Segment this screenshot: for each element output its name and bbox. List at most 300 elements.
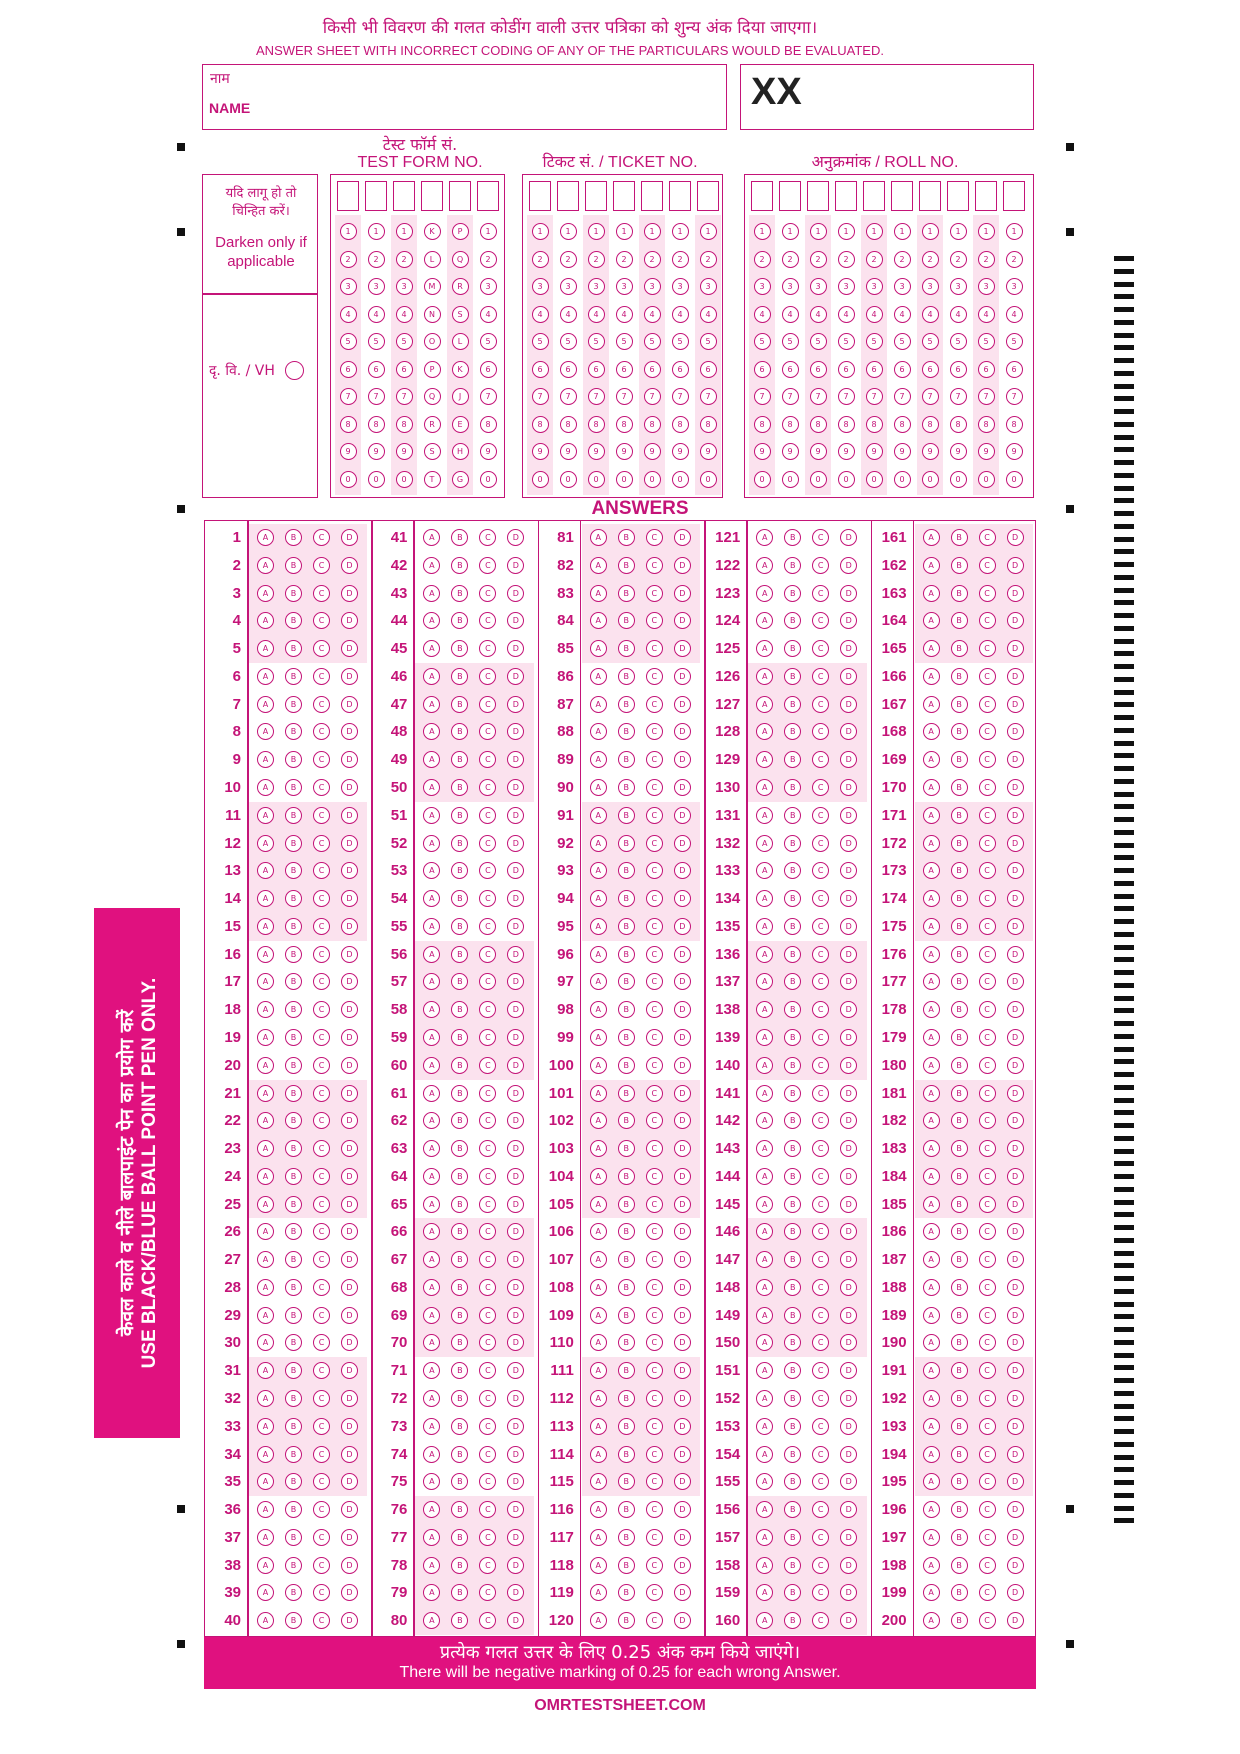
- answer-bubble[interactable]: B: [285, 1557, 302, 1574]
- code-bubble[interactable]: 8: [782, 416, 799, 433]
- answer-bubble[interactable]: A: [756, 1001, 773, 1018]
- answer-bubble[interactable]: B: [618, 585, 635, 602]
- code-bubble[interactable]: 3: [368, 278, 385, 295]
- code-bubble[interactable]: 9: [340, 443, 357, 460]
- code-bubble[interactable]: 3: [978, 278, 995, 295]
- code-bubble[interactable]: 8: [810, 416, 827, 433]
- answer-bubble[interactable]: B: [285, 1029, 302, 1046]
- answer-bubble[interactable]: A: [423, 1584, 440, 1601]
- answer-bubble[interactable]: C: [646, 585, 663, 602]
- code-bubble[interactable]: S: [424, 443, 441, 460]
- answer-bubble[interactable]: A: [257, 668, 274, 685]
- answer-bubble[interactable]: B: [618, 1418, 635, 1435]
- answer-bubble[interactable]: A: [756, 1529, 773, 1546]
- code-bubble[interactable]: 7: [950, 388, 967, 405]
- code-bubble[interactable]: K: [424, 223, 441, 240]
- answer-bubble[interactable]: B: [285, 918, 302, 935]
- answer-bubble[interactable]: A: [590, 1057, 607, 1074]
- answer-bubble[interactable]: D: [507, 696, 524, 713]
- answer-bubble[interactable]: D: [840, 1279, 857, 1296]
- code-bubble[interactable]: 5: [922, 333, 939, 350]
- code-entry-box[interactable]: [365, 181, 387, 211]
- code-bubble[interactable]: 6: [560, 361, 577, 378]
- answer-bubble[interactable]: C: [646, 751, 663, 768]
- answer-bubble[interactable]: A: [590, 1584, 607, 1601]
- answer-bubble[interactable]: B: [618, 973, 635, 990]
- code-bubble[interactable]: 0: [396, 471, 413, 488]
- answer-bubble[interactable]: A: [590, 1612, 607, 1629]
- answer-bubble[interactable]: C: [646, 1085, 663, 1102]
- code-bubble[interactable]: 5: [644, 333, 661, 350]
- code-bubble[interactable]: 9: [922, 443, 939, 460]
- code-bubble[interactable]: 1: [978, 223, 995, 240]
- answer-bubble[interactable]: A: [257, 529, 274, 546]
- answer-bubble[interactable]: C: [979, 529, 996, 546]
- code-bubble[interactable]: 6: [1006, 361, 1023, 378]
- answer-bubble[interactable]: A: [423, 890, 440, 907]
- answer-bubble[interactable]: C: [812, 696, 829, 713]
- answer-bubble[interactable]: A: [923, 529, 940, 546]
- answer-bubble[interactable]: A: [423, 779, 440, 796]
- answer-bubble[interactable]: B: [285, 640, 302, 657]
- answer-bubble[interactable]: D: [674, 751, 691, 768]
- answer-bubble[interactable]: B: [451, 1418, 468, 1435]
- answer-bubble[interactable]: B: [285, 1446, 302, 1463]
- answer-bubble[interactable]: A: [257, 1473, 274, 1490]
- answer-bubble[interactable]: D: [341, 1112, 358, 1129]
- answer-bubble[interactable]: C: [646, 1473, 663, 1490]
- answer-bubble[interactable]: A: [756, 668, 773, 685]
- answer-bubble[interactable]: D: [1007, 1473, 1024, 1490]
- answer-bubble[interactable]: D: [674, 973, 691, 990]
- answer-bubble[interactable]: D: [507, 1501, 524, 1518]
- answer-bubble[interactable]: A: [756, 973, 773, 990]
- answer-bubble[interactable]: C: [313, 612, 330, 629]
- code-bubble[interactable]: 4: [616, 306, 633, 323]
- code-bubble[interactable]: 3: [560, 278, 577, 295]
- answer-bubble[interactable]: B: [951, 1612, 968, 1629]
- code-bubble[interactable]: 2: [700, 251, 717, 268]
- answer-bubble[interactable]: C: [313, 890, 330, 907]
- code-bubble[interactable]: P: [452, 223, 469, 240]
- code-bubble[interactable]: 6: [866, 361, 883, 378]
- answer-bubble[interactable]: D: [341, 1168, 358, 1185]
- code-bubble[interactable]: 6: [368, 361, 385, 378]
- code-bubble[interactable]: 5: [978, 333, 995, 350]
- answer-bubble[interactable]: A: [590, 1223, 607, 1240]
- answer-bubble[interactable]: A: [590, 1085, 607, 1102]
- answer-bubble[interactable]: C: [646, 1279, 663, 1296]
- answer-bubble[interactable]: D: [840, 1196, 857, 1213]
- code-bubble[interactable]: 8: [922, 416, 939, 433]
- answer-bubble[interactable]: D: [1007, 529, 1024, 546]
- answer-bubble[interactable]: D: [507, 890, 524, 907]
- answer-bubble[interactable]: A: [423, 946, 440, 963]
- answer-bubble[interactable]: B: [618, 1251, 635, 1268]
- answer-bubble[interactable]: A: [257, 1334, 274, 1351]
- answer-bubble[interactable]: D: [341, 1279, 358, 1296]
- answer-bubble[interactable]: A: [756, 1390, 773, 1407]
- answer-bubble[interactable]: C: [979, 1001, 996, 1018]
- answer-bubble[interactable]: D: [341, 807, 358, 824]
- answer-bubble[interactable]: A: [257, 751, 274, 768]
- answer-bubble[interactable]: A: [423, 1529, 440, 1546]
- answer-bubble[interactable]: D: [1007, 1501, 1024, 1518]
- answer-bubble[interactable]: A: [423, 918, 440, 935]
- answer-bubble[interactable]: A: [923, 585, 940, 602]
- answer-bubble[interactable]: D: [1007, 1029, 1024, 1046]
- answer-bubble[interactable]: C: [313, 668, 330, 685]
- answer-bubble[interactable]: C: [313, 585, 330, 602]
- answer-bubble[interactable]: A: [423, 1418, 440, 1435]
- answer-bubble[interactable]: A: [923, 696, 940, 713]
- answer-bubble[interactable]: A: [923, 1446, 940, 1463]
- answer-bubble[interactable]: A: [257, 1029, 274, 1046]
- answer-bubble[interactable]: D: [840, 862, 857, 879]
- answer-bubble[interactable]: A: [423, 1251, 440, 1268]
- code-bubble[interactable]: 1: [1006, 223, 1023, 240]
- code-bubble[interactable]: 0: [838, 471, 855, 488]
- answer-bubble[interactable]: C: [479, 529, 496, 546]
- answer-bubble[interactable]: A: [590, 1362, 607, 1379]
- answer-bubble[interactable]: C: [479, 1140, 496, 1157]
- answer-bubble[interactable]: C: [979, 1029, 996, 1046]
- answer-bubble[interactable]: B: [784, 1168, 801, 1185]
- answer-bubble[interactable]: B: [784, 1001, 801, 1018]
- answer-bubble[interactable]: C: [812, 1251, 829, 1268]
- answer-bubble[interactable]: C: [313, 1223, 330, 1240]
- answer-bubble[interactable]: C: [313, 640, 330, 657]
- answer-bubble[interactable]: D: [1007, 890, 1024, 907]
- answer-bubble[interactable]: B: [451, 973, 468, 990]
- answer-bubble[interactable]: C: [812, 1307, 829, 1324]
- answer-bubble[interactable]: B: [784, 668, 801, 685]
- code-bubble[interactable]: 4: [588, 306, 605, 323]
- answer-bubble[interactable]: B: [618, 1612, 635, 1629]
- answer-bubble[interactable]: A: [923, 890, 940, 907]
- answer-bubble[interactable]: B: [618, 1362, 635, 1379]
- answer-bubble[interactable]: D: [1007, 612, 1024, 629]
- answer-bubble[interactable]: A: [756, 1057, 773, 1074]
- answer-bubble[interactable]: D: [1007, 1612, 1024, 1629]
- code-bubble[interactable]: Q: [424, 388, 441, 405]
- code-bubble[interactable]: 8: [838, 416, 855, 433]
- answer-bubble[interactable]: A: [257, 779, 274, 796]
- answer-bubble[interactable]: C: [479, 557, 496, 574]
- answer-bubble[interactable]: C: [313, 1140, 330, 1157]
- answer-bubble[interactable]: C: [979, 557, 996, 574]
- answer-bubble[interactable]: A: [257, 612, 274, 629]
- answer-bubble[interactable]: B: [285, 1140, 302, 1157]
- answer-bubble[interactable]: D: [1007, 973, 1024, 990]
- answer-bubble[interactable]: C: [313, 1612, 330, 1629]
- answer-bubble[interactable]: D: [341, 1612, 358, 1629]
- answer-bubble[interactable]: A: [257, 835, 274, 852]
- answer-bubble[interactable]: D: [674, 807, 691, 824]
- answer-bubble[interactable]: D: [674, 1057, 691, 1074]
- answer-bubble[interactable]: B: [285, 1529, 302, 1546]
- answer-bubble[interactable]: D: [341, 723, 358, 740]
- code-bubble[interactable]: 1: [672, 223, 689, 240]
- answer-bubble[interactable]: D: [674, 723, 691, 740]
- code-bubble[interactable]: 1: [560, 223, 577, 240]
- answer-bubble[interactable]: C: [979, 835, 996, 852]
- code-bubble[interactable]: S: [452, 306, 469, 323]
- answer-bubble[interactable]: B: [451, 946, 468, 963]
- answer-bubble[interactable]: D: [1007, 1112, 1024, 1129]
- answer-bubble[interactable]: D: [674, 1501, 691, 1518]
- answer-bubble[interactable]: D: [1007, 1057, 1024, 1074]
- answer-bubble[interactable]: C: [313, 835, 330, 852]
- code-entry-box[interactable]: [641, 181, 663, 211]
- answer-bubble[interactable]: C: [812, 1057, 829, 1074]
- answer-bubble[interactable]: B: [451, 696, 468, 713]
- code-bubble[interactable]: R: [424, 416, 441, 433]
- answer-bubble[interactable]: B: [451, 1612, 468, 1629]
- answer-bubble[interactable]: B: [451, 723, 468, 740]
- answer-bubble[interactable]: D: [840, 946, 857, 963]
- answer-bubble[interactable]: A: [423, 807, 440, 824]
- code-bubble[interactable]: 6: [644, 361, 661, 378]
- answer-bubble[interactable]: B: [951, 1557, 968, 1574]
- code-bubble[interactable]: 1: [368, 223, 385, 240]
- answer-bubble[interactable]: D: [1007, 1251, 1024, 1268]
- answer-bubble[interactable]: C: [479, 1362, 496, 1379]
- answer-bubble[interactable]: B: [618, 1112, 635, 1129]
- code-bubble[interactable]: 1: [782, 223, 799, 240]
- code-bubble[interactable]: 1: [950, 223, 967, 240]
- answer-bubble[interactable]: D: [674, 1390, 691, 1407]
- answer-bubble[interactable]: B: [285, 1001, 302, 1018]
- answer-bubble[interactable]: D: [674, 612, 691, 629]
- answer-bubble[interactable]: B: [285, 973, 302, 990]
- code-bubble[interactable]: 8: [560, 416, 577, 433]
- answer-bubble[interactable]: C: [646, 1612, 663, 1629]
- answer-bubble[interactable]: D: [507, 1418, 524, 1435]
- answer-bubble[interactable]: B: [285, 862, 302, 879]
- answer-bubble[interactable]: B: [784, 1223, 801, 1240]
- code-bubble[interactable]: 9: [532, 443, 549, 460]
- answer-bubble[interactable]: B: [618, 946, 635, 963]
- answer-bubble[interactable]: C: [313, 946, 330, 963]
- answer-bubble[interactable]: B: [618, 1001, 635, 1018]
- answer-bubble[interactable]: C: [646, 835, 663, 852]
- answer-bubble[interactable]: D: [507, 1529, 524, 1546]
- answer-bubble[interactable]: B: [451, 751, 468, 768]
- answer-bubble[interactable]: A: [756, 1557, 773, 1574]
- code-bubble[interactable]: 8: [866, 416, 883, 433]
- answer-bubble[interactable]: D: [840, 779, 857, 796]
- answer-bubble[interactable]: C: [979, 1473, 996, 1490]
- answer-bubble[interactable]: A: [590, 1446, 607, 1463]
- answer-bubble[interactable]: B: [618, 723, 635, 740]
- answer-bubble[interactable]: C: [812, 1168, 829, 1185]
- answer-bubble[interactable]: C: [979, 1362, 996, 1379]
- answer-bubble[interactable]: A: [923, 1362, 940, 1379]
- answer-bubble[interactable]: C: [979, 585, 996, 602]
- answer-bubble[interactable]: C: [646, 807, 663, 824]
- answer-bubble[interactable]: B: [285, 1112, 302, 1129]
- answer-bubble[interactable]: B: [951, 1057, 968, 1074]
- code-entry-box[interactable]: [613, 181, 635, 211]
- answer-bubble[interactable]: D: [840, 723, 857, 740]
- answer-bubble[interactable]: A: [590, 890, 607, 907]
- answer-bubble[interactable]: B: [618, 1529, 635, 1546]
- answer-bubble[interactable]: D: [341, 862, 358, 879]
- answer-bubble[interactable]: B: [784, 918, 801, 935]
- answer-bubble[interactable]: A: [923, 1140, 940, 1157]
- answer-bubble[interactable]: A: [756, 529, 773, 546]
- answer-bubble[interactable]: A: [423, 585, 440, 602]
- answer-bubble[interactable]: D: [840, 1362, 857, 1379]
- answer-bubble[interactable]: A: [423, 723, 440, 740]
- answer-bubble[interactable]: A: [756, 751, 773, 768]
- code-bubble[interactable]: 8: [532, 416, 549, 433]
- code-bubble[interactable]: 4: [340, 306, 357, 323]
- answer-bubble[interactable]: C: [812, 1418, 829, 1435]
- answer-bubble[interactable]: C: [812, 1557, 829, 1574]
- code-bubble[interactable]: 3: [532, 278, 549, 295]
- answer-bubble[interactable]: C: [646, 1446, 663, 1463]
- answer-bubble[interactable]: D: [341, 1446, 358, 1463]
- answer-bubble[interactable]: D: [674, 1307, 691, 1324]
- answer-bubble[interactable]: D: [1007, 946, 1024, 963]
- answer-bubble[interactable]: B: [618, 1057, 635, 1074]
- code-entry-box[interactable]: [585, 181, 607, 211]
- answer-bubble[interactable]: C: [812, 862, 829, 879]
- code-bubble[interactable]: 4: [480, 306, 497, 323]
- answer-bubble[interactable]: A: [590, 1029, 607, 1046]
- code-bubble[interactable]: 0: [560, 471, 577, 488]
- answer-bubble[interactable]: B: [285, 1168, 302, 1185]
- answer-bubble[interactable]: C: [479, 1112, 496, 1129]
- code-bubble[interactable]: 4: [838, 306, 855, 323]
- answer-bubble[interactable]: D: [674, 1418, 691, 1435]
- answer-bubble[interactable]: C: [479, 1196, 496, 1213]
- code-bubble[interactable]: 0: [754, 471, 771, 488]
- answer-bubble[interactable]: B: [951, 640, 968, 657]
- answer-bubble[interactable]: A: [423, 1334, 440, 1351]
- answer-bubble[interactable]: C: [479, 1501, 496, 1518]
- answer-bubble[interactable]: C: [479, 890, 496, 907]
- answer-bubble[interactable]: D: [341, 890, 358, 907]
- answer-bubble[interactable]: A: [923, 779, 940, 796]
- answer-bubble[interactable]: A: [923, 1334, 940, 1351]
- answer-bubble[interactable]: A: [257, 1584, 274, 1601]
- answer-bubble[interactable]: B: [784, 946, 801, 963]
- code-bubble[interactable]: 9: [672, 443, 689, 460]
- answer-bubble[interactable]: C: [812, 751, 829, 768]
- code-bubble[interactable]: 2: [782, 251, 799, 268]
- code-bubble[interactable]: M: [424, 278, 441, 295]
- answer-bubble[interactable]: B: [285, 946, 302, 963]
- answer-bubble[interactable]: A: [257, 946, 274, 963]
- answer-bubble[interactable]: A: [423, 1279, 440, 1296]
- answer-bubble[interactable]: C: [479, 1279, 496, 1296]
- answer-bubble[interactable]: D: [674, 1196, 691, 1213]
- answer-bubble[interactable]: C: [479, 585, 496, 602]
- code-bubble[interactable]: 5: [560, 333, 577, 350]
- answer-bubble[interactable]: A: [257, 1112, 274, 1129]
- answer-bubble[interactable]: A: [590, 1473, 607, 1490]
- answer-bubble[interactable]: C: [479, 1612, 496, 1629]
- code-bubble[interactable]: 7: [480, 388, 497, 405]
- answer-bubble[interactable]: A: [590, 723, 607, 740]
- answer-bubble[interactable]: B: [451, 1307, 468, 1324]
- answer-bubble[interactable]: D: [341, 973, 358, 990]
- answer-bubble[interactable]: A: [756, 1279, 773, 1296]
- answer-bubble[interactable]: A: [923, 1251, 940, 1268]
- answer-bubble[interactable]: B: [951, 723, 968, 740]
- answer-bubble[interactable]: D: [1007, 1140, 1024, 1157]
- code-bubble[interactable]: 0: [616, 471, 633, 488]
- answer-bubble[interactable]: D: [341, 1473, 358, 1490]
- answer-bubble[interactable]: C: [979, 1501, 996, 1518]
- answer-bubble[interactable]: A: [590, 1529, 607, 1546]
- answer-bubble[interactable]: B: [618, 640, 635, 657]
- answer-bubble[interactable]: B: [951, 973, 968, 990]
- code-bubble[interactable]: 2: [532, 251, 549, 268]
- answer-bubble[interactable]: D: [674, 1584, 691, 1601]
- answer-bubble[interactable]: A: [756, 557, 773, 574]
- answer-bubble[interactable]: A: [423, 696, 440, 713]
- code-bubble[interactable]: 2: [588, 251, 605, 268]
- answer-bubble[interactable]: C: [646, 557, 663, 574]
- answer-bubble[interactable]: C: [646, 640, 663, 657]
- answer-bubble[interactable]: A: [257, 1223, 274, 1240]
- answer-bubble[interactable]: A: [923, 1168, 940, 1185]
- answer-bubble[interactable]: C: [979, 668, 996, 685]
- answer-bubble[interactable]: D: [341, 1001, 358, 1018]
- answer-bubble[interactable]: B: [285, 1362, 302, 1379]
- answer-bubble[interactable]: A: [756, 1418, 773, 1435]
- answer-bubble[interactable]: A: [257, 862, 274, 879]
- answer-bubble[interactable]: D: [507, 1584, 524, 1601]
- answer-bubble[interactable]: B: [451, 612, 468, 629]
- answer-bubble[interactable]: C: [479, 1029, 496, 1046]
- answer-bubble[interactable]: C: [979, 1612, 996, 1629]
- answer-bubble[interactable]: C: [812, 946, 829, 963]
- answer-bubble[interactable]: B: [951, 918, 968, 935]
- answer-bubble[interactable]: D: [507, 529, 524, 546]
- code-bubble[interactable]: 8: [1006, 416, 1023, 433]
- answer-bubble[interactable]: B: [784, 1390, 801, 1407]
- answer-bubble[interactable]: A: [923, 807, 940, 824]
- answer-bubble[interactable]: B: [784, 862, 801, 879]
- answer-bubble[interactable]: A: [923, 1307, 940, 1324]
- code-bubble[interactable]: 6: [396, 361, 413, 378]
- answer-bubble[interactable]: B: [951, 862, 968, 879]
- answer-bubble[interactable]: C: [313, 1473, 330, 1490]
- code-bubble[interactable]: 8: [588, 416, 605, 433]
- answer-bubble[interactable]: D: [674, 668, 691, 685]
- answer-bubble[interactable]: A: [756, 1251, 773, 1268]
- answer-bubble[interactable]: C: [646, 918, 663, 935]
- code-bubble[interactable]: 4: [922, 306, 939, 323]
- answer-bubble[interactable]: B: [451, 668, 468, 685]
- answer-bubble[interactable]: C: [646, 890, 663, 907]
- answer-bubble[interactable]: D: [840, 1418, 857, 1435]
- answer-bubble[interactable]: A: [257, 1390, 274, 1407]
- answer-bubble[interactable]: C: [479, 1446, 496, 1463]
- answer-bubble[interactable]: B: [618, 1584, 635, 1601]
- code-bubble[interactable]: 0: [782, 471, 799, 488]
- answer-bubble[interactable]: B: [784, 779, 801, 796]
- answer-bubble[interactable]: A: [590, 1112, 607, 1129]
- code-bubble[interactable]: 3: [810, 278, 827, 295]
- code-bubble[interactable]: 3: [894, 278, 911, 295]
- code-bubble[interactable]: 9: [782, 443, 799, 460]
